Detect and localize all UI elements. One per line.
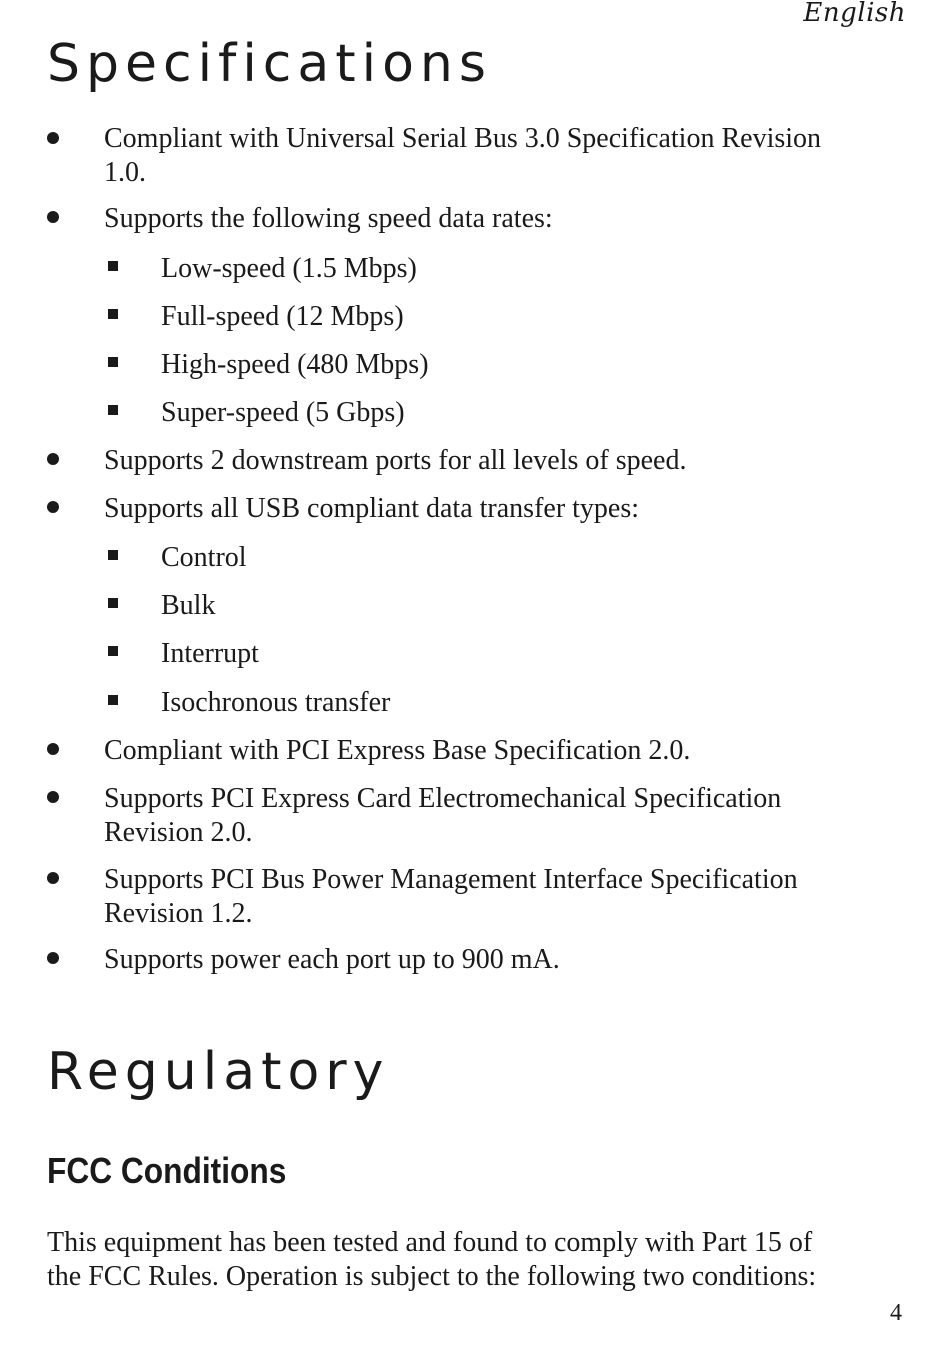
fcc-paragraph-line: the FCC Rules. Operation is subject to the following two conditions:	[47, 1261, 817, 1292]
square-bullet-icon	[108, 646, 118, 656]
square-bullet-icon	[108, 309, 118, 319]
sub-list-item: Isochronous transfer	[161, 687, 391, 718]
sub-list-item: Full-speed (12 Mbps)	[161, 301, 404, 332]
list-item: Supports the following speed data rates:	[104, 203, 553, 234]
fcc-paragraph-line: This equipment has been tested and found to comply with Part 15 of	[47, 1227, 813, 1258]
list-item: Supports 2 downstream ports for all levels of speed.	[104, 445, 687, 476]
bullet-icon	[47, 501, 59, 513]
page-number: 4	[890, 1300, 902, 1326]
fcc-conditions-heading: FCC Conditions	[47, 1150, 287, 1191]
bullet-icon	[47, 132, 59, 144]
sub-list-item: Interrupt	[161, 638, 259, 669]
list-item: Supports power each port up to 900 mA.	[104, 944, 560, 975]
list-item-text-cont: Revision 2.0.	[104, 817, 253, 848]
list-item-text-cont: 1.0.	[104, 157, 146, 188]
sub-list-item: Low-speed (1.5 Mbps)	[161, 253, 417, 284]
bullet-icon	[47, 952, 59, 964]
bullet-icon	[47, 211, 59, 223]
sub-list-item: High-speed (480 Mbps)	[161, 349, 429, 380]
square-bullet-icon	[108, 357, 118, 367]
bullet-icon	[47, 743, 59, 755]
sub-list-item: Control	[161, 542, 247, 573]
square-bullet-icon	[108, 695, 118, 705]
list-item	[104, 863, 904, 931]
regulatory-heading: Regulatory	[47, 1042, 390, 1102]
list-item-text: Compliant with Universal Serial Bus 3.0 Specification Revision	[104, 123, 822, 154]
square-bullet-icon	[108, 550, 118, 560]
language-label: English	[803, 0, 906, 28]
sub-list-item: Bulk	[161, 590, 216, 621]
list-item-text: Supports PCI Bus Power Management Interface Specification	[104, 864, 798, 895]
sub-list-item: Super-speed (5 Gbps)	[161, 397, 405, 428]
list-item	[104, 122, 904, 190]
list-item: Supports all USB compliant data transfer types:	[104, 493, 640, 524]
bullet-icon	[47, 791, 59, 803]
bullet-icon	[47, 453, 59, 465]
fcc-paragraph	[47, 1226, 907, 1294]
list-item: Compliant with PCI Express Base Specification 2.0.	[104, 735, 691, 766]
square-bullet-icon	[108, 261, 118, 271]
list-item-text: Supports PCI Express Card Electromechanical Specification	[104, 783, 782, 814]
list-item-text-cont: Revision 1.2.	[104, 898, 253, 929]
specifications-heading: Specifications	[47, 34, 492, 94]
bullet-icon	[47, 872, 59, 884]
list-item	[104, 782, 904, 850]
square-bullet-icon	[108, 405, 118, 415]
square-bullet-icon	[108, 598, 118, 608]
